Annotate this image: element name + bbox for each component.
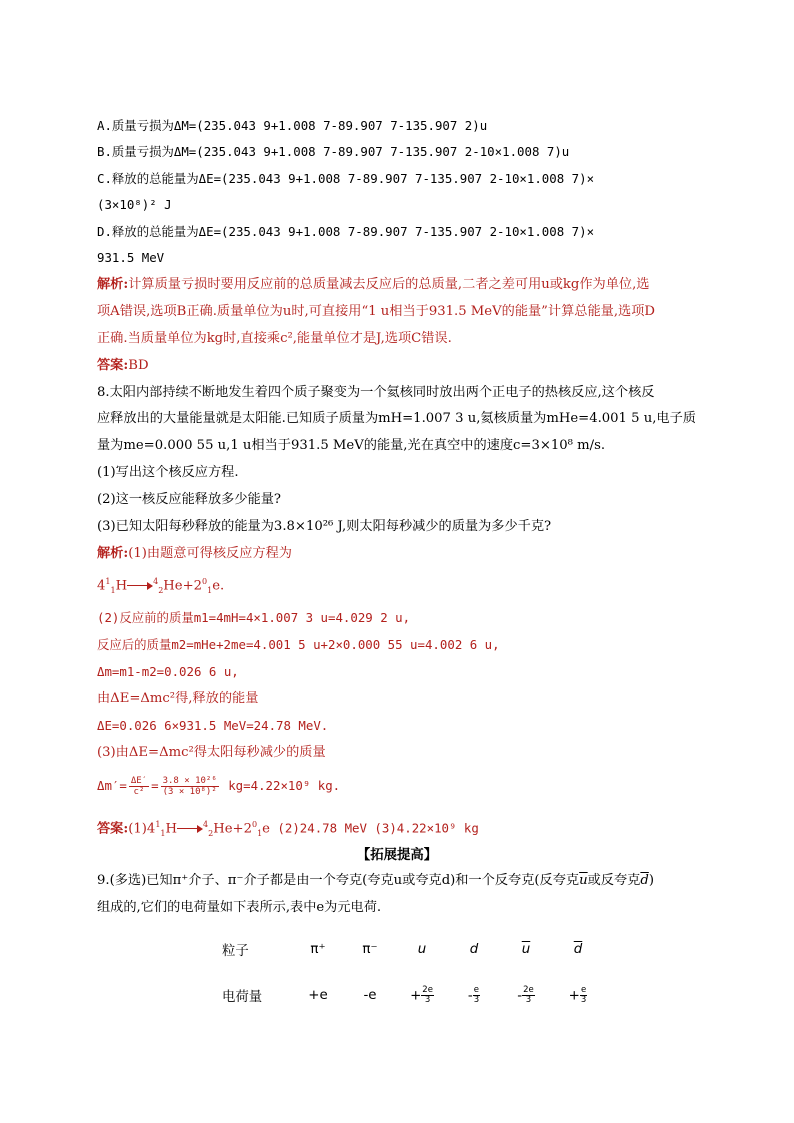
table-cell: $\overline{u}$ — [521, 941, 531, 957]
option-d-line2: 931.5 MeV — [97, 250, 165, 265]
q8-sub3: (3)已知太阳每秒释放的能量为3.8×10²⁶ J,则太阳每秒减少的质量为多少千克? — [97, 519, 552, 534]
table-header-charge: 电荷量 — [222, 989, 263, 1005]
q7-answer — [97, 357, 149, 375]
fraction-energy-over-c2: $\frac{\Delta E'}{\text{c²}}$ — [130, 776, 148, 797]
table-cell: - $\frac{2e}{3}$ — [517, 984, 534, 1005]
q8-sub1: (1)写出这个核反应方程. — [97, 465, 239, 480]
q8-line2: 应释放出的大量能量就是太阳能.已知质子质量为mH=1.007 3 u,氦核质量为mHe=4.001 5 u,电子质 — [97, 411, 696, 426]
charge-table — [210, 926, 604, 1018]
fraction-numeric: $\frac{\text{3.8 × 10²⁶}}{\text{(3 × 10⁸)²}}$ — [162, 776, 217, 797]
mass-loss-formula: Δm′= $\frac{\Delta E'}{\text{c²}}$ = $\frac{\text{3.8 × 10²⁶}}{\text{(3 × 10⁸)²}}$ kg=4.22×10⁹ kg. — [97, 776, 341, 797]
table-cell: - $\frac{e}{3}$ — [467, 984, 480, 1005]
q7-analysis-line1 — [97, 276, 650, 294]
analysis-label: 解析: — [97, 546, 129, 561]
arrow-icon — [127, 582, 153, 590]
section-title: 【拓展提高】 — [356, 847, 438, 863]
q8-analysis-step7: (3)由ΔE=Δmc²得太阳每秒减少的质量 — [97, 745, 326, 760]
anti-u-symbol: $\overline{u}$ — [579, 873, 588, 888]
analysis-text: 计算质量亏损时要用反应前的总质量减去反应后的总质量,二者之差可用u或kg作为单位,选 — [128, 277, 650, 292]
q8-answer: 答案$:(1)4^1_1H$ $^4_2He+2^0_1e$ (2)24.78 MeV (3)4.22×10⁹ kg — [97, 820, 479, 839]
q8-analysis-step5: 由ΔE=Δmc²得,释放的能量 — [97, 691, 259, 706]
arrow-icon — [177, 825, 203, 833]
q8-sub2: (2)这一核反应能释放多少能量? — [97, 492, 281, 507]
option-b: B.质量亏损为ΔM=(235.043 9+1.008 7-89.907 7-135.907 2-10×1.008 7)u — [97, 144, 570, 159]
table-row — [210, 972, 604, 1018]
positron-nuclide: $^0_1$e. — [202, 577, 225, 596]
table-cell: + $\frac{e}{3}$ — [568, 984, 587, 1005]
table-cell: u — [417, 941, 427, 957]
option-a: A.质量亏损为ΔM=(235.043 9+1.008 7-89.907 7-135.907 2)u — [97, 118, 488, 133]
table-header-particle: 粒子 — [222, 943, 249, 959]
table-row — [210, 926, 604, 972]
analysis-label: 解析: — [97, 277, 129, 292]
anti-d-symbol: $\overline{d}$ — [640, 873, 649, 888]
q8-analysis-step3: 反应后的质量m2=mHe+2me=4.001 5 u+2×0.000 55 u=4.002 6 u, — [97, 637, 500, 652]
q7-analysis-line3: 正确.当质量单位为kg时,直接乘c²,能量单位才是J,选项C错误. — [97, 331, 452, 346]
q8-line1: 8.太阳内部持续不断地发生着四个质子聚变为一个氦核同时放出两个正电子的热核反应,这个核反 — [97, 385, 655, 400]
q8-analysis-step4: Δm=m1-m2=0.026 6 u, — [97, 664, 239, 679]
table-cell: +e — [308, 987, 328, 1003]
option-d-line1: D.释放的总能量为ΔE=(235.043 9+1.008 7-89.907 7-135.907 2-10×1.008 7)× — [97, 224, 595, 239]
table-cell: π⁻ — [362, 941, 378, 957]
option-c-line1: C.释放的总能量为ΔE=(235.043 9+1.008 7-89.907 7-135.907 2-10×1.008 7)× — [97, 171, 595, 186]
q8-line3: 量为me=0.000 55 u,1 u相当于931.5 MeV的能量,光在真空中的速度c=3×10⁸ m/s. — [97, 438, 606, 453]
nuclear-equation: $4^1_1H$ $^4_2He+2^0_1e$. — [97, 573, 224, 600]
q7-analysis-line2: 项A错误,选项B正确.质量单位为u时,可直接用“1 u相当于931.5 MeV的能量”计算总能量,选项D — [97, 304, 656, 319]
answer-text: BD — [128, 358, 149, 373]
hydrogen-nuclide: $^1_1$H — [105, 577, 128, 596]
q8-analysis-step6: ΔE=0.026 6×931.5 MeV=24.78 MeV. — [97, 718, 329, 733]
q8-analysis-line1 — [97, 545, 292, 563]
table-cell: $\overline{d}$ — [573, 941, 583, 957]
helium-nuclide: $^4_2$He+2 — [153, 577, 203, 596]
q8-analysis-step2: (2)反应前的质量m1=4mH=4×1.007 3 u=4.029 2 u, — [97, 610, 411, 625]
answer-label: 答案: — [97, 821, 129, 837]
q9-line2: 组成的,它们的电荷量如下表所示,表中e为元电荷. — [97, 900, 382, 915]
option-c-line2: (3×10⁸)² J — [97, 197, 172, 212]
table-cell: -e — [363, 987, 377, 1003]
answer-label: 答案: — [97, 358, 129, 373]
table-cell: π⁺ — [310, 941, 326, 957]
q9-line1: 9.(多选)已知π⁺介子、π⁻介子都是由一个夸克(夸克u或夸克d)和一个反夸克(反夸克$\overline{u}$或反夸克$\overline{d}$) — [97, 873, 654, 888]
table-cell: + $\frac{2e}{3}$ — [410, 984, 433, 1005]
analysis-text: (1)由题意可得核反应方程为 — [128, 546, 292, 561]
table-cell: d — [469, 941, 479, 957]
